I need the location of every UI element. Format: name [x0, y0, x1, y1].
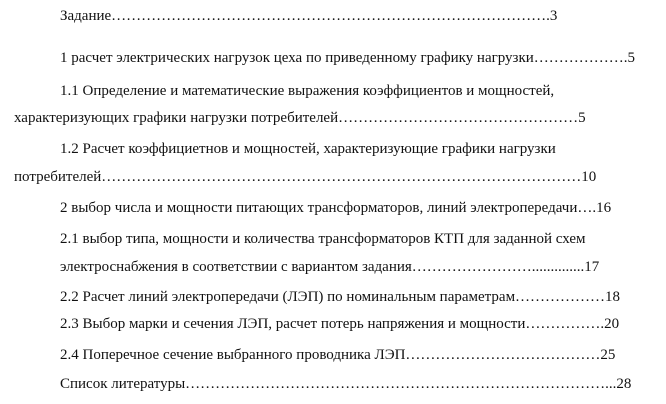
toc-entry-2-4: 2.4 Поперечное сечение выбранного проводника ЛЭП…………………………………25	[60, 347, 616, 363]
toc-entry-2-1-line1: 2.1 выбор типа, мощности и количества трансформаторов КТП для заданной схем	[60, 231, 586, 247]
toc-entry-1-2-line1: 1.2 Расчет коэффициетнов и мощностей, характеризующие графики нагрузки	[60, 141, 556, 157]
toc-entry-2-2: 2.2 Расчет линий электропередачи (ЛЭП) по номинальным параметрам………………18	[60, 289, 621, 305]
toc-entry-1-1-line2: характеризующих графики нагрузки потребителей…………………………………………5	[14, 110, 586, 126]
toc-entry-1: 1 расчет электрических нагрузок цеха по приведенному графику нагрузки……………….5	[60, 50, 636, 66]
toc-entry-assignment: Задание…………………………………………………………………………….3	[60, 8, 558, 24]
toc-entry-1-2-line2: потребителей……………………………………………………………………………………10	[14, 169, 597, 185]
toc-entry-references: Список литературы…………………………………………………………………………...28	[60, 376, 632, 392]
toc-entry-2: 2 выбор числа и мощности питающих трансформаторов, линий электропередачи….16	[60, 200, 612, 216]
toc-entry-2-1-line2: электроснабжения в соответствии с вариантом задания……………………..............17	[60, 259, 600, 275]
toc-entry-1-1-line1: 1.1 Определение и математические выражения коэффициентов и мощностей,	[60, 83, 555, 99]
toc-entry-2-3: 2.3 Выбор марки и сечения ЛЭП, расчет потерь напряжения и мощности…………….20	[60, 316, 620, 332]
